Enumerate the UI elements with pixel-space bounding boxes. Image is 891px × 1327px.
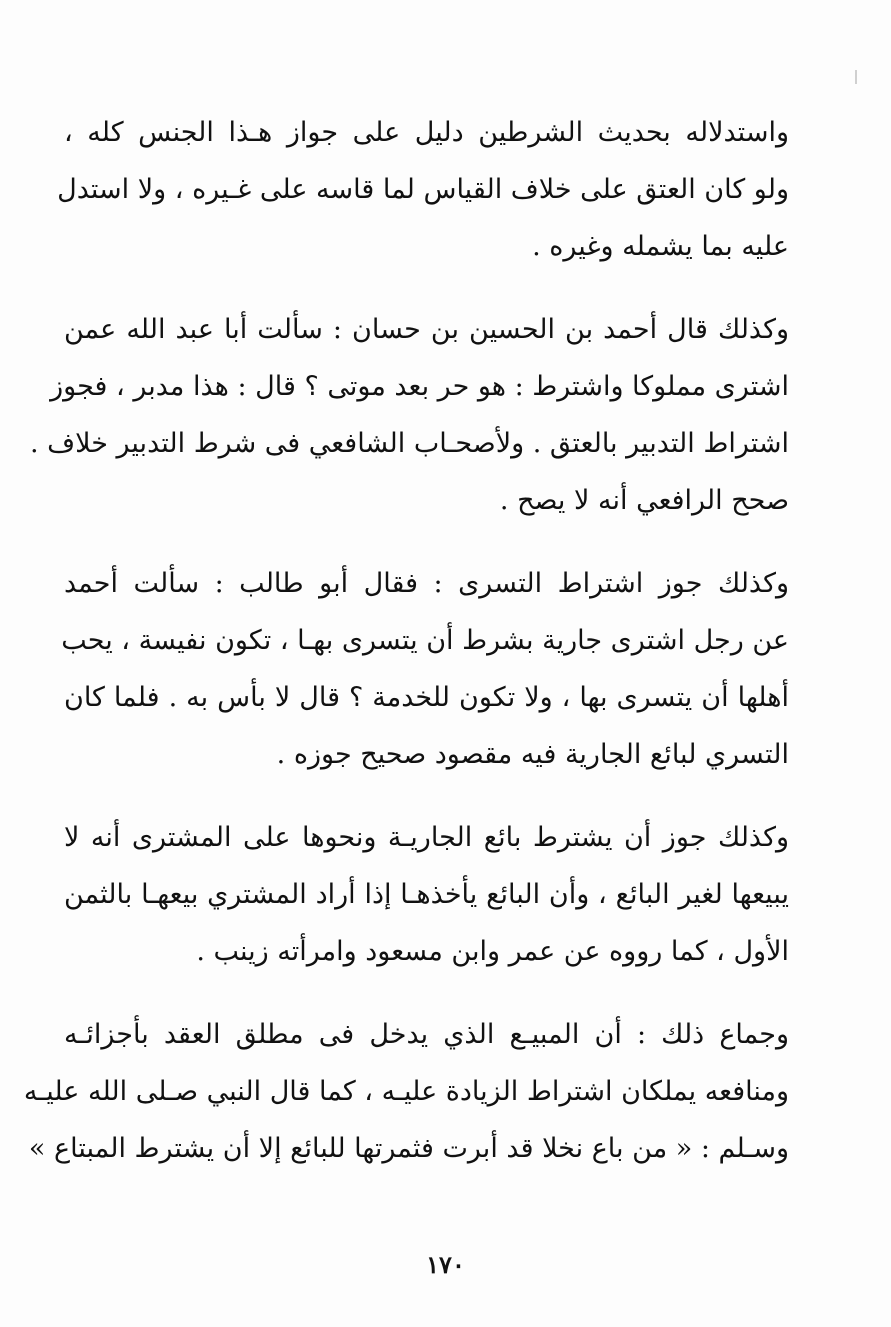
text-line: وكذلك جوز أن يشترط بائع الجاريـة ونحوها على المشترى أنه لا [64,822,789,853]
text-line: التسري لبائع الجارية فيه مقصود صحيح جوزه . [276,739,789,770]
paragraph-4 [64,809,789,980]
paragraph-2 [29,301,789,529]
text-line: واستدلاله بحديث الشرطين دليل على جواز هـذا الجنس كله ، [64,117,789,148]
text-line: اشترى مملوكا واشترط : هو حر بعد موتى ؟ قال : هذا مدبر ، فجوز [50,371,789,402]
text-line: ومنافعه يملكان اشتراط الزيادة عليـه ، كما قال النبي صـلى الله عليـه [23,1076,789,1107]
scan-artifact [855,70,857,84]
text-line: يبيعها لغير البائع ، وأن البائع يأخذهـا إذا أراد المشتري بيعهـا بالثمن [64,879,789,910]
paragraph-5 [23,1006,789,1177]
text-line: وكذلك قال أحمد بن الحسين بن حسان : سألت أبا عبد الله عمن [64,314,789,345]
page-number: ١٧٠ [426,1250,465,1279]
text-line: وجماع ذلك : أن المبيـع الذي يدخل فى مطلق العقد بأجزائـه [64,1019,789,1050]
text-line: الأول ، كما رووه عن عمر وابن مسعود وامرأته زينب . [196,936,789,967]
paragraph-3 [61,555,789,783]
text-line: صحح الرافعي أنه لا يصح . [499,485,789,516]
text-line: أهلها أن يتسرى بها ، ولا تكون للخدمة ؟ قال لا بأس به . فلما كان [64,682,789,713]
text-line: عليه بما يشمله وغيره . [532,231,789,262]
text-line: اشتراط التدبير بالعتق . ولأصحـاب الشافعي فى شرط التدبير خلاف . [29,428,789,459]
text-line: وسـلم : « من باع نخلا قد أبرت فثمرتها للبائع إلا أن يشترط المبتاع » [28,1133,789,1164]
text-line: عن رجل اشترى جارية بشرط أن يتسرى بهـا ، تكون نفيسة ، يحب [61,625,789,656]
main-text [23,104,789,1203]
text-line: وكذلك جوز اشتراط التسرى : فقال أبو طالب : سألت أحمد [64,568,789,599]
paragraph-1 [57,104,789,275]
text-line: ولو كان العتق على خلاف القياس لما قاسه على غـيره ، ولا استدل [57,174,789,205]
